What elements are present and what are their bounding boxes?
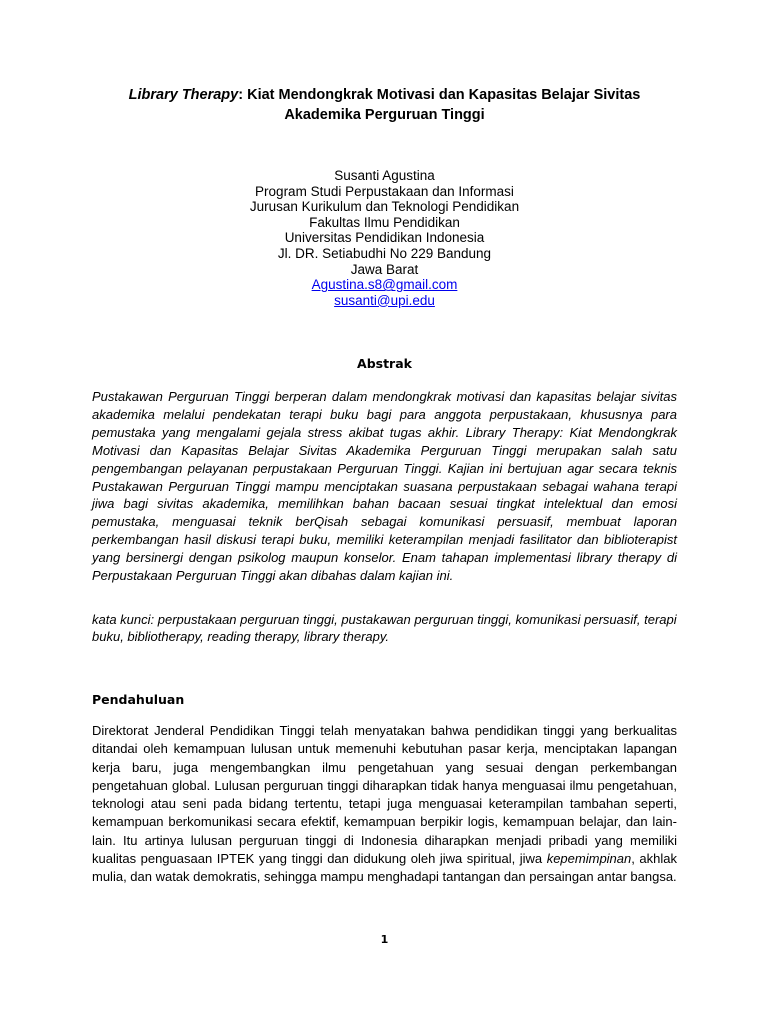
title-line1-rest: : Kiat Mendongkrak Motivasi dan Kapasitas Belajar Sivitas: [238, 87, 641, 103]
section-heading-pendahuluan: Pendahuluan: [92, 692, 185, 707]
email-link-upi[interactable]: susanti@upi.edu: [334, 292, 435, 308]
affiliation-line: Program Studi Perpustakaan dan Informasi: [255, 183, 514, 199]
intro-text-before: Direktorat Jenderal Pendidikan Tinggi telah menyatakan bahwa pendidikan tinggi yang berkualitas ditandai oleh kemampuan lulusan untuk memenuhi kebutuhan pasar kerja, menciptakan lapangan kerja baru, juga mengembangkan ilmu pengetahuan yang sesuai dengan perkembangan pengetahuan global. Lulusan perguruan tinggi diharapkan tidak hanya menguasai ilmu pengetahuan, teknologi atau seni pada bidang tertentu, tetapi juga menguasai keterampilan tambahan seperti, kemampuan berkomunikasi secara efektif, kemampuan berpikir logis, kemampuan belajar, dan lain-lain. Itu artinya lulusan perguruan tinggi di Indonesia diharapkan menjadi pribadi yang memiliki kualitas penguasaan IPTEK yang tinggi dan didukung oleh jiwa spiritual, jiwa: [92, 723, 677, 867]
affiliation-line: Fakultas Ilmu Pendidikan: [309, 214, 460, 230]
abstract-text: Pustakawan Perguruan Tinggi berperan dalam mendongkrak motivasi dan kapasitas belajar sivitas akademika melalui pendekatan terapi buku bagi para anggota perpustakaan, khususnya para pemustaka yang mengalami gejala stress akibat tugas akhir. Library Therapy: Kiat Mendongkrak Motivasi dan Kapasitas Belajar Sivitas Akademika Perguruan Tinggi merupakan salah satu pengembangan pelayanan perpustakaan Perguruan Tinggi. Kajian ini bertujuan agar secara teknis Pustakawan Perguruan Tinggi mampu menciptakan suasana perpustakaan sebagai wahana terapi jiwa bagi sivitas akademika, memilihkan bahan bacaan sesuai tingkat intelektual dan emosi pemustaka, menguasai teknik berQisah sebagai komunikasi persuasif, membuat laporan perkembangan hasil diskusi terapi buku, memiliki keterampilan menjadi fasilitator dan biblioterapist yang bersinergi dengan psikolog maupun konselor. Enam tahapan implementasi library therapy di Perpustakaan Perguruan Tinggi akan dibahas dalam kajian ini.: [92, 389, 677, 584]
document-page: [92, 0, 677, 1024]
affiliation-line: Jawa Barat: [350, 261, 419, 277]
intro-paragraph: [92, 722, 677, 887]
abstract-heading: Abstrak: [357, 356, 412, 371]
affiliation-line: Jurusan Kurikulum dan Teknologi Pendidikan: [249, 199, 520, 215]
title-line2: Akademika Perguruan Tinggi: [284, 107, 485, 123]
keywords-text: kata kunci: perpustakaan perguruan tinggi, pustakawan perguruan tinggi, komunikasi persuasif, terapi buku, bibliotherapy, reading therapy, library therapy.: [92, 612, 677, 644]
email-link-gmail[interactable]: Agustina.s8@gmail.com: [311, 277, 458, 293]
page-number: 1: [380, 933, 389, 946]
intro-text-after: , akhlak mulia, dan watak demokratis, sehingga mampu menghadapi tantangan dan persaingan antar bangsa.: [92, 851, 677, 885]
intro-text-italic: kepemimpinan: [546, 851, 632, 867]
title-italic-part: Library Therapy: [128, 87, 239, 103]
author-block: [92, 168, 677, 308]
paper-title: [82, 85, 687, 125]
author-name: Susanti Agustina: [334, 168, 435, 183]
affiliation-line: Jl. DR. Setiabudhi No 229 Bandung: [277, 245, 492, 261]
affiliation-line: Universitas Pendidikan Indonesia: [284, 230, 485, 246]
